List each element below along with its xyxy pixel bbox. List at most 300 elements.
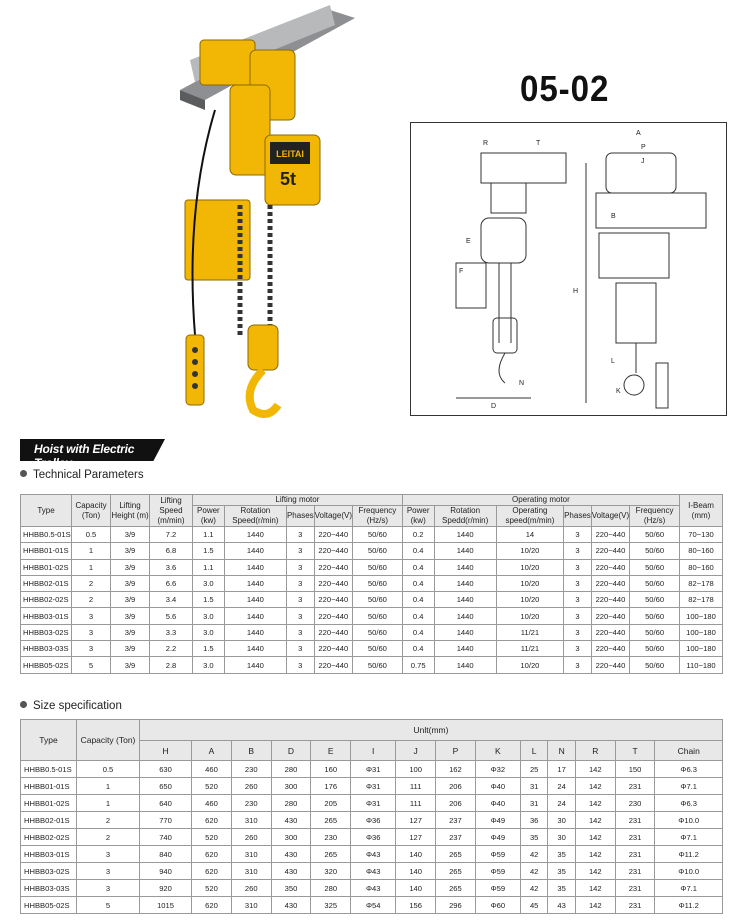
col-dimension: E: [311, 741, 351, 761]
table-cell: 3: [286, 559, 314, 575]
table-cell: Φ59: [475, 863, 520, 880]
col-height: Lifting Height (m): [111, 495, 150, 527]
table-cell: 160: [311, 761, 351, 778]
table-cell: 3: [286, 657, 314, 673]
table-cell: 0.4: [402, 575, 434, 591]
table-cell: 31: [520, 795, 547, 812]
table-cell: 0.4: [402, 543, 434, 559]
col-unit: Unlt(mm): [140, 720, 723, 741]
table-cell: 325: [311, 897, 351, 914]
table-cell: 430: [271, 897, 311, 914]
table-cell: 2: [77, 829, 140, 846]
technical-drawing: [410, 122, 727, 416]
svg-text:J: J: [641, 158, 645, 165]
table-cell: 265: [436, 863, 476, 880]
table-cell: 260: [231, 880, 271, 897]
table-cell: 265: [436, 880, 476, 897]
row-type-cell: HHBB03-01S: [21, 608, 72, 624]
table-cell: 310: [231, 863, 271, 880]
table-cell: Φ7.1: [655, 829, 723, 846]
table-cell: 640: [140, 795, 192, 812]
table-cell: 3: [286, 527, 314, 543]
table-cell: 50/60: [630, 543, 680, 559]
table-cell: 10/20: [496, 592, 563, 608]
technical-parameters-heading: Technical Parameters: [20, 469, 144, 481]
table-cell: 310: [231, 812, 271, 829]
svg-text:R: R: [483, 140, 489, 147]
table-cell: 0.5: [72, 527, 111, 543]
table-row: [21, 575, 723, 591]
table-cell: 17: [548, 761, 575, 778]
table-cell: 3: [286, 624, 314, 640]
table-cell: 142: [575, 829, 615, 846]
table-cell: 280: [271, 795, 311, 812]
col-lm-freq: Frequency (Hz/s): [353, 506, 403, 527]
table-cell: 3.0: [193, 657, 225, 673]
col-type: Type: [21, 720, 77, 761]
trolley-motor: [200, 40, 255, 85]
table-cell: 650: [140, 778, 192, 795]
table-cell: 1440: [224, 624, 286, 640]
table-cell: 3: [564, 527, 592, 543]
row-type-cell: HHBB01-02S: [21, 795, 77, 812]
table-cell: 460: [192, 761, 232, 778]
table-cell: 220~440: [314, 657, 352, 673]
table-cell: 220~440: [314, 592, 352, 608]
table-cell: 1015: [140, 897, 192, 914]
table-cell: 300: [271, 829, 311, 846]
table-cell: 231: [615, 863, 655, 880]
table-cell: 265: [311, 812, 351, 829]
table-cell: Φ60: [475, 897, 520, 914]
table-cell: 50/60: [353, 592, 403, 608]
row-type-cell: HHBB02-02S: [21, 592, 72, 608]
table-cell: 50/60: [353, 641, 403, 657]
table-cell: 3.0: [193, 575, 225, 591]
svg-text:E: E: [466, 238, 471, 245]
table-cell: 231: [615, 846, 655, 863]
table-cell: Φ31: [351, 778, 396, 795]
table-cell: 176: [311, 778, 351, 795]
table-cell: 520: [192, 880, 232, 897]
table-cell: 940: [140, 863, 192, 880]
table-cell: 310: [231, 897, 271, 914]
table-cell: 1440: [434, 575, 496, 591]
table-cell: 840: [140, 846, 192, 863]
row-type-cell: HHBB0.5-01S: [21, 527, 72, 543]
table-cell: 3.3: [150, 624, 193, 640]
table-cell: 1440: [434, 559, 496, 575]
row-type-cell: HHBB05-02S: [21, 897, 77, 914]
table-cell: 3/9: [111, 559, 150, 575]
col-capacity: Capacity (Ton): [72, 495, 111, 527]
table-cell: 0.2: [402, 527, 434, 543]
table-cell: 280: [311, 880, 351, 897]
table-row: [21, 846, 723, 863]
table-cell: 1.1: [193, 559, 225, 575]
svg-text:B: B: [611, 213, 616, 220]
col-dimension: P: [436, 741, 476, 761]
col-type: Type: [21, 495, 72, 527]
table-cell: 5: [72, 657, 111, 673]
table-cell: 620: [192, 846, 232, 863]
table-cell: 142: [575, 897, 615, 914]
table-cell: 3: [564, 559, 592, 575]
table-cell: 520: [192, 778, 232, 795]
table-cell: 100~180: [680, 608, 723, 624]
table-cell: 1440: [224, 527, 286, 543]
table-cell: 3: [564, 575, 592, 591]
table-cell: 220~440: [314, 641, 352, 657]
table-cell: 1: [72, 543, 111, 559]
table-cell: 3/9: [111, 657, 150, 673]
table-cell: Φ36: [351, 812, 396, 829]
table-cell: 260: [231, 829, 271, 846]
col-om-voltage: Voltage(V): [591, 506, 629, 527]
table-cell: 50/60: [353, 657, 403, 673]
table-cell: 3: [564, 543, 592, 559]
table-cell: 3: [564, 657, 592, 673]
col-capacity: Capacity (Ton): [77, 720, 140, 761]
hook: [250, 370, 278, 414]
table-cell: 31: [520, 778, 547, 795]
table-cell: Φ11.2: [655, 846, 723, 863]
svg-text:F: F: [459, 268, 464, 275]
col-om-opspeed: Operating speed(m/min): [496, 506, 563, 527]
col-lm-phases: Phases: [286, 506, 314, 527]
table-cell: 3.6: [150, 559, 193, 575]
col-dimension: N: [548, 741, 575, 761]
table-cell: 3/9: [111, 592, 150, 608]
table-cell: 2: [72, 592, 111, 608]
table-cell: 140: [396, 880, 436, 897]
table-cell: 220~440: [314, 575, 352, 591]
table-cell: 265: [436, 846, 476, 863]
svg-text:K: K: [616, 388, 621, 395]
table-cell: 50/60: [630, 559, 680, 575]
table-cell: 430: [271, 812, 311, 829]
col-dimension: L: [520, 741, 547, 761]
table-cell: 3/9: [111, 575, 150, 591]
table-cell: 36: [520, 812, 547, 829]
table-cell: 7.2: [150, 527, 193, 543]
section-banner: [20, 439, 172, 470]
table-cell: 50/60: [630, 575, 680, 591]
table-cell: 45: [520, 897, 547, 914]
table-cell: 1440: [434, 657, 496, 673]
table-cell: 25: [520, 761, 547, 778]
table-cell: 142: [575, 778, 615, 795]
col-om-freq: Frequency (Hz/s): [630, 506, 680, 527]
table-cell: 265: [311, 846, 351, 863]
col-lm-voltage: Voltage(V): [314, 506, 352, 527]
table-cell: 110~180: [680, 657, 723, 673]
table-cell: 2: [72, 575, 111, 591]
capacity-mark: 5t: [280, 169, 297, 189]
table-cell: 230: [311, 829, 351, 846]
table-cell: 24: [548, 795, 575, 812]
table-cell: 3: [72, 608, 111, 624]
col-om-phases: Phases: [564, 506, 592, 527]
row-type-cell: HHBB03-03S: [21, 641, 72, 657]
table-row: [21, 795, 723, 812]
row-type-cell: HHBB02-02S: [21, 829, 77, 846]
table-cell: 1440: [224, 657, 286, 673]
table-cell: 3.0: [193, 624, 225, 640]
table-row: [21, 897, 723, 914]
technical-parameters-table: [20, 494, 723, 674]
table-cell: 310: [231, 846, 271, 863]
table-cell: 14: [496, 527, 563, 543]
table-cell: 620: [192, 863, 232, 880]
table-cell: 1440: [224, 608, 286, 624]
table-cell: Φ6.3: [655, 761, 723, 778]
col-dimension: I: [351, 741, 396, 761]
table-cell: Φ36: [351, 829, 396, 846]
svg-text:N: N: [519, 380, 525, 387]
table-cell: 205: [311, 795, 351, 812]
table-cell: 50/60: [630, 657, 680, 673]
table-cell: 3: [77, 846, 140, 863]
table-cell: 237: [436, 829, 476, 846]
table-cell: Φ31: [351, 795, 396, 812]
table-cell: 1440: [434, 608, 496, 624]
table-cell: 1440: [434, 543, 496, 559]
table-cell: 620: [192, 812, 232, 829]
col-ibeam: I-Beam (mm): [680, 495, 723, 527]
table-cell: 1440: [224, 575, 286, 591]
table-cell: 220~440: [591, 559, 629, 575]
table-cell: 237: [436, 812, 476, 829]
table-cell: 231: [615, 812, 655, 829]
col-lifting-motor: Lifting motor: [193, 495, 403, 506]
table-cell: 2: [77, 812, 140, 829]
table-cell: 127: [396, 829, 436, 846]
table-cell: 100~180: [680, 624, 723, 640]
table-cell: 127: [396, 812, 436, 829]
table-cell: Φ11.2: [655, 897, 723, 914]
table-cell: 1.5: [193, 543, 225, 559]
col-dimension: D: [271, 741, 311, 761]
table-cell: 142: [575, 795, 615, 812]
col-lm-power: Power (kw): [193, 506, 225, 527]
table-cell: 220~440: [314, 559, 352, 575]
col-dimension: J: [396, 741, 436, 761]
table-cell: 0.75: [402, 657, 434, 673]
table-cell: Φ59: [475, 880, 520, 897]
table-cell: Φ43: [351, 846, 396, 863]
table-cell: 111: [396, 778, 436, 795]
col-dimension: H: [140, 741, 192, 761]
table-cell: 80~160: [680, 559, 723, 575]
table-cell: 1440: [224, 543, 286, 559]
table-cell: 50/60: [630, 527, 680, 543]
banner-title: Hoist with Electric Trolley: [34, 442, 135, 470]
table-cell: Φ10.0: [655, 812, 723, 829]
table-cell: 3: [286, 641, 314, 657]
table-cell: 140: [396, 863, 436, 880]
table-cell: 10/20: [496, 657, 563, 673]
table-cell: 3: [286, 608, 314, 624]
svg-text:T: T: [536, 140, 541, 147]
table-cell: 430: [271, 863, 311, 880]
table-cell: 142: [575, 812, 615, 829]
table-cell: 35: [548, 846, 575, 863]
table-row: [21, 608, 723, 624]
table-cell: 3: [564, 641, 592, 657]
table-cell: 206: [436, 795, 476, 812]
table-cell: 35: [548, 880, 575, 897]
table-cell: Φ49: [475, 829, 520, 846]
table-row: [21, 657, 723, 673]
table-cell: 3/9: [111, 608, 150, 624]
table-cell: 70~130: [680, 527, 723, 543]
table-cell: 11/21: [496, 641, 563, 657]
table-cell: 1440: [434, 641, 496, 657]
table-cell: 3: [72, 624, 111, 640]
table-cell: Φ7.1: [655, 778, 723, 795]
bullet-icon: [20, 701, 27, 708]
table-cell: 140: [396, 846, 436, 863]
hook-block: [248, 325, 278, 370]
row-type-cell: HHBB01-02S: [21, 559, 72, 575]
svg-text:D: D: [491, 403, 497, 410]
bullet-icon: [20, 470, 27, 477]
table-row: [21, 778, 723, 795]
table-cell: 50/60: [630, 608, 680, 624]
table-cell: 1440: [434, 624, 496, 640]
col-speed: Lifting Speed (m/min): [150, 495, 193, 527]
table-cell: 0.4: [402, 624, 434, 640]
table-cell: 0.4: [402, 592, 434, 608]
table-cell: 220~440: [314, 543, 352, 559]
col-dimension: B: [231, 741, 271, 761]
table-cell: 206: [436, 778, 476, 795]
table-cell: 5: [77, 897, 140, 914]
table-cell: 162: [436, 761, 476, 778]
col-dimension: A: [192, 741, 232, 761]
table-cell: 80~160: [680, 543, 723, 559]
table-cell: 620: [192, 897, 232, 914]
table-cell: 50/60: [630, 624, 680, 640]
table-cell: Φ40: [475, 795, 520, 812]
table-cell: 280: [271, 761, 311, 778]
table-cell: 24: [548, 778, 575, 795]
table-cell: 231: [615, 897, 655, 914]
table-cell: 0.5: [77, 761, 140, 778]
col-dimension: Chain: [655, 741, 723, 761]
table-cell: 30: [548, 812, 575, 829]
table-cell: 3: [564, 592, 592, 608]
table-cell: 230: [231, 761, 271, 778]
table-cell: 3: [564, 608, 592, 624]
table-cell: 1440: [224, 592, 286, 608]
table-cell: 50/60: [353, 527, 403, 543]
row-type-cell: HHBB03-02S: [21, 863, 77, 880]
table-cell: 630: [140, 761, 192, 778]
table-cell: 6.8: [150, 543, 193, 559]
table-cell: 3: [77, 880, 140, 897]
table-cell: 3: [286, 592, 314, 608]
table-cell: 100: [396, 761, 436, 778]
table-cell: 50/60: [353, 624, 403, 640]
table-cell: 220~440: [591, 575, 629, 591]
row-type-cell: HHBB01-01S: [21, 543, 72, 559]
col-lm-rotation: Rotation Speed(r/min): [224, 506, 286, 527]
table-cell: 220~440: [591, 641, 629, 657]
table-cell: 3: [77, 863, 140, 880]
table-cell: 1: [72, 559, 111, 575]
table-cell: 1440: [224, 559, 286, 575]
table-cell: 2.2: [150, 641, 193, 657]
table-cell: 350: [271, 880, 311, 897]
table-cell: 142: [575, 846, 615, 863]
row-type-cell: HHBB02-01S: [21, 575, 72, 591]
table-cell: 220~440: [314, 624, 352, 640]
table-cell: 43: [548, 897, 575, 914]
table-cell: 0.4: [402, 559, 434, 575]
table-cell: 10/20: [496, 543, 563, 559]
table-cell: Φ10.0: [655, 863, 723, 880]
table-cell: 0.4: [402, 608, 434, 624]
table-row: [21, 527, 723, 543]
table-cell: 1.1: [193, 527, 225, 543]
table-cell: 1440: [434, 527, 496, 543]
table-cell: 3.0: [193, 608, 225, 624]
table-cell: 3.4: [150, 592, 193, 608]
row-type-cell: HHBB03-02S: [21, 624, 72, 640]
model-label: 05-02: [520, 68, 610, 109]
table-cell: 42: [520, 863, 547, 880]
table-cell: 35: [548, 863, 575, 880]
table-cell: 220~440: [591, 527, 629, 543]
table-cell: 5.6: [150, 608, 193, 624]
table-cell: 231: [615, 880, 655, 897]
table-cell: 3/9: [111, 527, 150, 543]
table-cell: 3: [286, 543, 314, 559]
table-row: [21, 880, 723, 897]
table-cell: 111: [396, 795, 436, 812]
table-cell: 50/60: [353, 559, 403, 575]
table-cell: 1: [77, 778, 140, 795]
table-cell: 1: [77, 795, 140, 812]
col-dimension: T: [615, 741, 655, 761]
table-cell: 3: [564, 624, 592, 640]
table-cell: 3/9: [111, 641, 150, 657]
table-cell: 740: [140, 829, 192, 846]
table-cell: 10/20: [496, 559, 563, 575]
row-type-cell: HHBB01-01S: [21, 778, 77, 795]
table-row: [21, 641, 723, 657]
table-cell: 3/9: [111, 624, 150, 640]
table-cell: 1440: [224, 641, 286, 657]
table-cell: 50/60: [353, 543, 403, 559]
table-row: [21, 812, 723, 829]
table-cell: 220~440: [591, 608, 629, 624]
table-cell: 156: [396, 897, 436, 914]
svg-text:A: A: [636, 130, 641, 137]
table-cell: Φ7.1: [655, 880, 723, 897]
pendant-control: [186, 335, 204, 405]
table-cell: 10/20: [496, 608, 563, 624]
table-cell: 3/9: [111, 543, 150, 559]
table-cell: 520: [192, 829, 232, 846]
table-cell: 1.5: [193, 592, 225, 608]
table-cell: 142: [575, 880, 615, 897]
table-cell: 220~440: [591, 592, 629, 608]
table-cell: 150: [615, 761, 655, 778]
table-row: [21, 829, 723, 846]
